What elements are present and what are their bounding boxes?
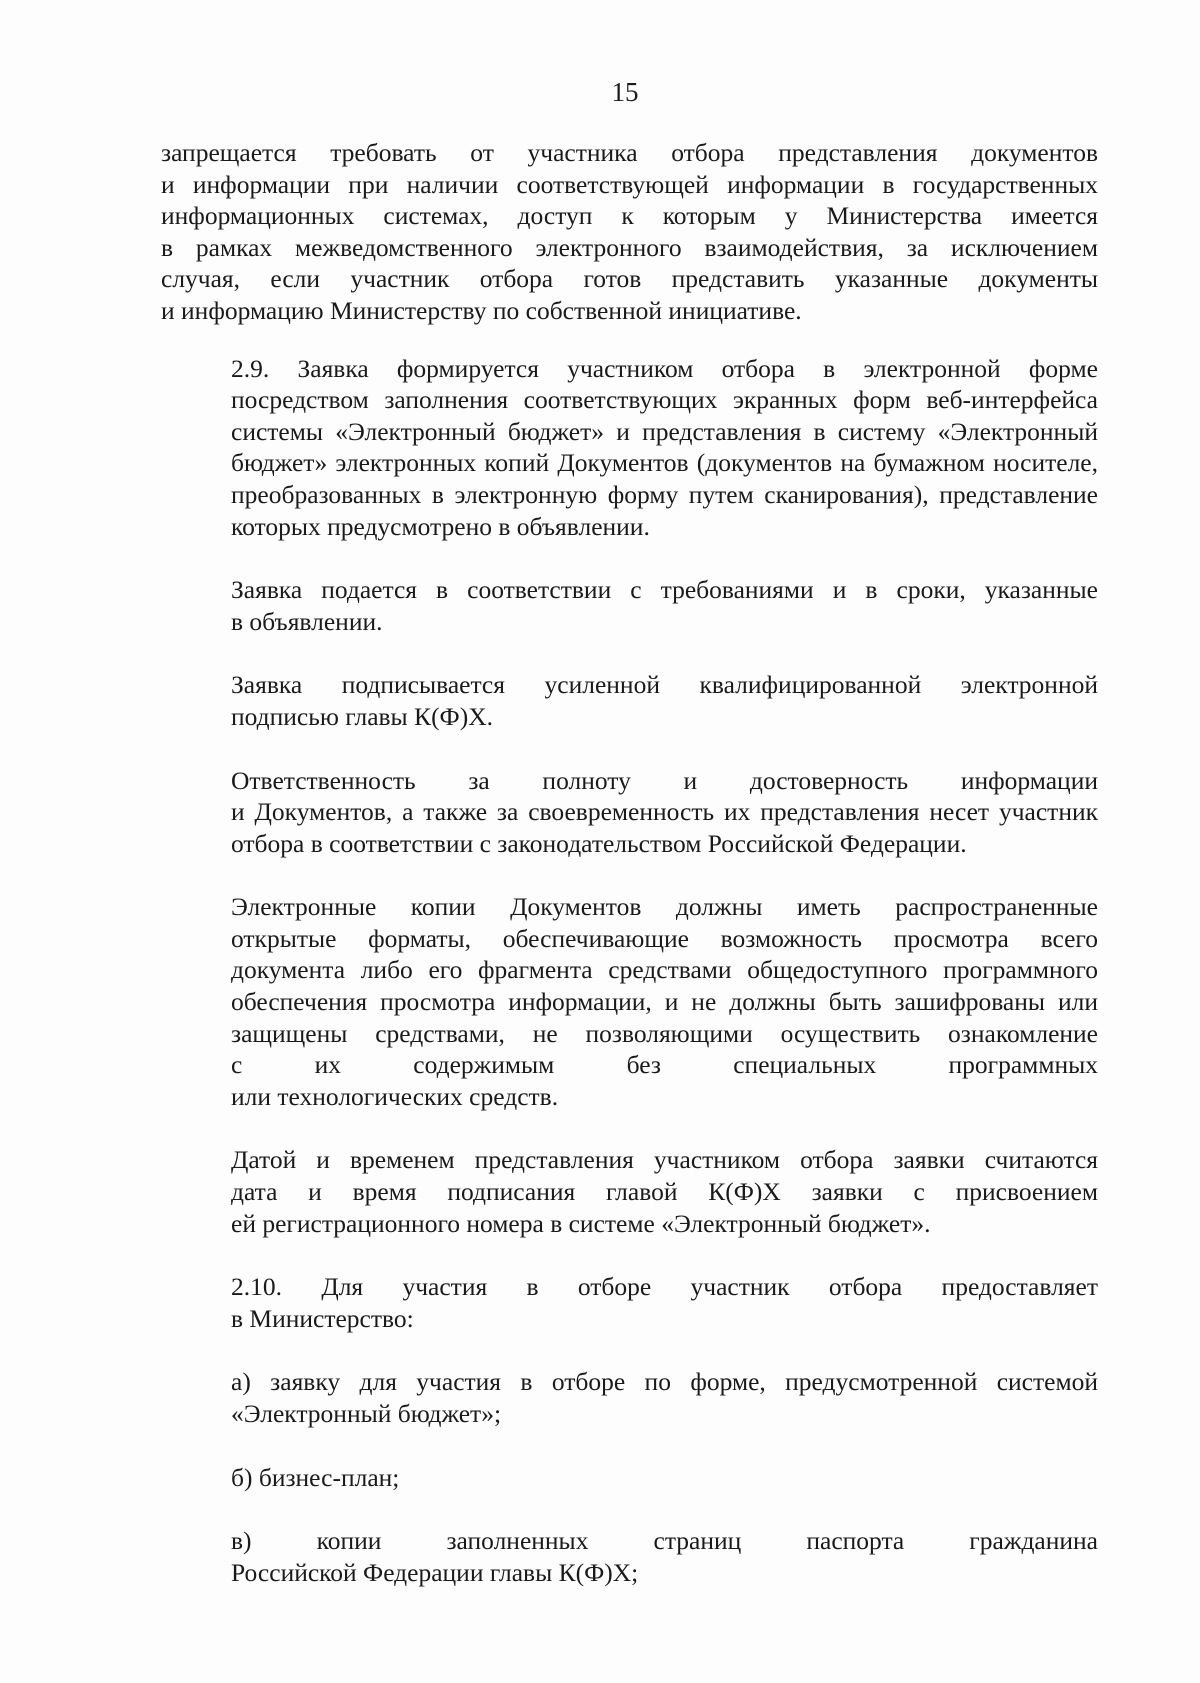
list-item-b [161, 1462, 1098, 1494]
list-item-a [161, 1366, 1098, 1429]
text-line: Заявка подписывается усиленной квалифицированной электронной [231, 670, 1098, 700]
text-line: запрещается требовать от участника отбора представления документов [161, 138, 1098, 167]
text-line: защищены средствами, не позволяющими осуществить ознакомление [231, 1018, 1098, 1048]
text-line: «Электронный бюджет»; [231, 1399, 502, 1428]
paragraph-signature [161, 669, 1098, 732]
text-line: посредством заполнения соответствующих экранных форм веб-интерфейса [231, 385, 1098, 415]
text-line: б) бизнес-план; [231, 1462, 400, 1492]
paragraph-2-9 [161, 353, 1098, 543]
text-line: или технологических средств. [231, 1081, 559, 1111]
document-body [161, 137, 1098, 1620]
text-line: отбора в соответствии с законодательством Российской Федерации. [231, 828, 967, 858]
paragraph-submission-terms [161, 574, 1098, 637]
text-line: и информацию Министерству по собственной инициативе. [161, 295, 802, 325]
paragraph-electronic-copies [161, 891, 1098, 1112]
list-item-v [161, 1525, 1098, 1588]
text-line: подписью главы К(Ф)Х. [231, 701, 493, 731]
text-line: Российской Федерации главы К(Ф)Х; [231, 1557, 639, 1587]
text-line: Ответственность за полноту и достоверность информации [231, 765, 1098, 795]
page-number: 15 [611, 77, 639, 107]
paragraph-responsibility [161, 765, 1098, 860]
text-line: Заявка подается в соответствии с требованиями и в сроки, указанные [231, 575, 1098, 605]
text-line: документа либо его фрагмента средствами общедоступного программного [231, 955, 1098, 985]
text-line: ей регистрационного номера в системе «Электронный бюджет». [231, 1208, 931, 1238]
text-line: в рамках межведомственного электронного взаимодействия, за исключением [161, 232, 1098, 262]
text-line: а) заявку для участия в отборе по форме, предусмотренной системой [231, 1367, 1098, 1397]
text-line: и Документов, а также за своевременность их представления несет участник [231, 797, 1098, 827]
text-line: в Министерство: [231, 1303, 414, 1333]
paragraph-continuation [161, 137, 1098, 327]
text-line: обеспечения просмотра информации, и не должны быть зашифрованы или [231, 987, 1098, 1017]
text-line: дата и время подписания главой К(Ф)Х заявки с присвоением [231, 1177, 1098, 1207]
text-line: которых предусмотрено в объявлении. [231, 511, 650, 541]
paragraph-date-time [161, 1144, 1098, 1239]
text-line: с их содержимым без специальных программных [231, 1050, 1098, 1080]
paragraph-2-10 [161, 1271, 1098, 1334]
text-line: 2.9. Заявка формируется участником отбора в электронной форме [231, 353, 1098, 383]
text-line: открытые форматы, обеспечивающие возможность просмотра всего [231, 923, 1098, 953]
text-line: бюджет» электронных копий Документов (документов на бумажном носителе, [231, 448, 1098, 478]
text-line: информационных системах, доступ к которым у Министерства имеется [161, 201, 1098, 231]
text-line: Датой и временем представления участником отбора заявки считаются [231, 1145, 1098, 1175]
text-line: в объявлении. [231, 606, 383, 636]
text-line: 2.10. Для участия в отборе участник отбора предоставляет [231, 1272, 1098, 1302]
text-line: случая, если участник отбора готов представить указанные документы [161, 264, 1098, 294]
text-line: в) копии заполненных страниц паспорта гражданина [231, 1526, 1098, 1556]
text-line: и информации при наличии соответствующей информации в государственных [161, 169, 1098, 199]
text-line: преобразованных в электронную форму путем сканирования), представление [231, 479, 1098, 509]
text-line: Электронные копии Документов должны иметь распространенные [231, 892, 1098, 922]
text-line: системы «Электронный бюджет» и представления в систему «Электронный [231, 416, 1098, 446]
